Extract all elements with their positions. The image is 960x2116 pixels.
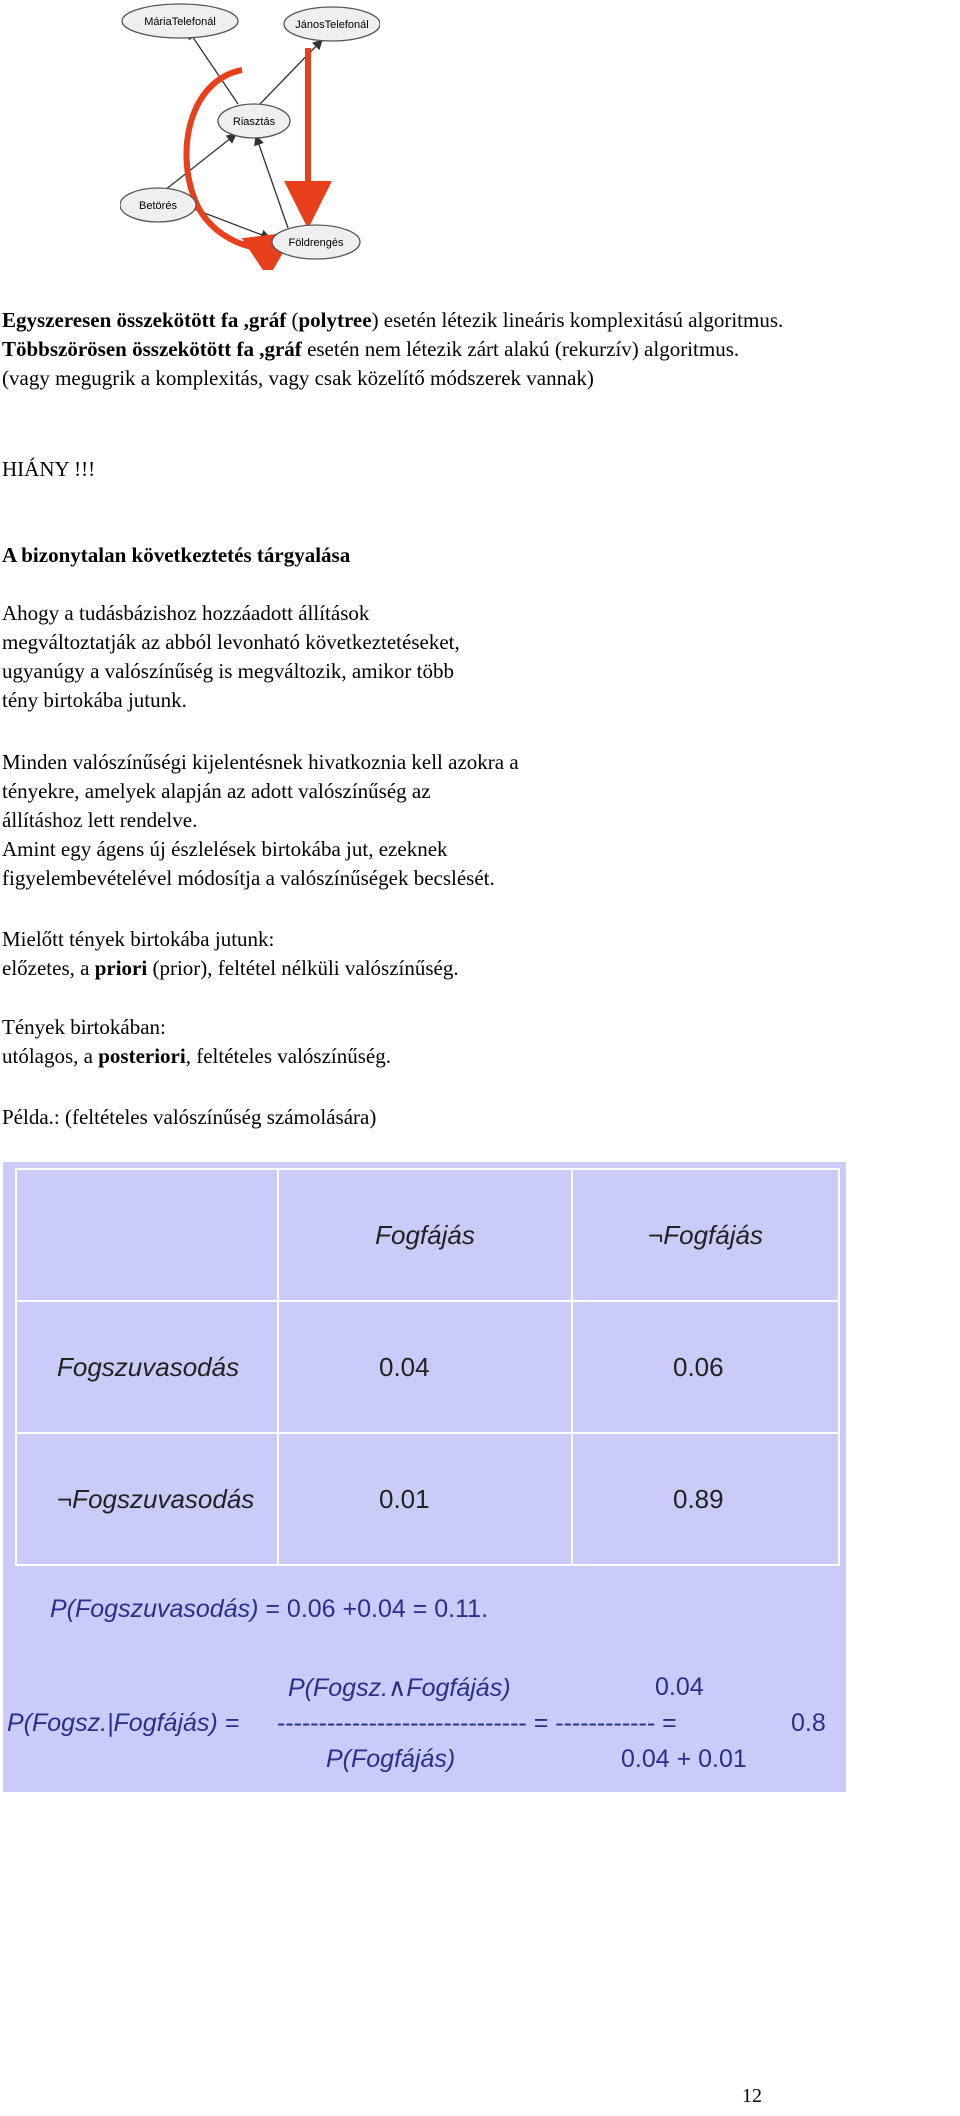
edge-foldrenges-riaszto — [256, 136, 288, 228]
polytree-term: Egyszeresen összekötött fa ,gráf — [2, 308, 287, 332]
posterior-text-a: utólagos, a — [2, 1044, 99, 1068]
svg-text:Betörés: Betörés — [139, 200, 177, 212]
marginal-probability-formula — [50, 1595, 488, 1624]
prior-text-a: előzetes, a — [2, 956, 95, 980]
probability-figure — [3, 1162, 846, 1792]
numerator-left — [288, 1673, 511, 1703]
para2-line: tény birtokába jutunk. — [2, 688, 187, 712]
posterior-term: posteriori — [98, 1044, 186, 1068]
para3-line: tényekre, amelyek alapján az adott valószínűség az — [2, 779, 431, 803]
svg-text:JánosTelefonál: JánosTelefonál — [295, 19, 369, 31]
table-cell: 0.89 — [572, 1433, 839, 1565]
denominator-left — [326, 1745, 455, 1774]
para3-line: állításhoz lett rendelve. — [2, 808, 198, 832]
complexity-note: (vagy megugrik a komplexitás, vagy csak közelítő módszerek vannak) — [2, 366, 594, 390]
page-number: 12 — [742, 2085, 762, 2107]
node-janos — [284, 7, 380, 41]
para3-line: Amint egy ágens új észlelések birtokába jut, ezeknek — [2, 837, 448, 861]
marginal-lhs: P(Fogszuvasodás) — [50, 1595, 259, 1623]
posterior-text-c: , feltételes valószínűség. — [185, 1044, 391, 1068]
multiconnected-text: esetén nem létezik zárt alakú (rekurzív) algoritmus. — [301, 337, 740, 361]
example-label: Példa.: (feltételes valószínűség számolására) — [2, 1105, 377, 1129]
polytree-text-b: ) esetén létezik lineáris komplexitású algoritmus. — [371, 308, 784, 332]
node-maria — [122, 4, 238, 38]
missing-marker: HIÁNY !!! — [2, 457, 96, 481]
para3-line: figyelembevételével módosítja a valószínűségek becslését. — [2, 866, 495, 890]
table-cell: 0.01 — [278, 1433, 572, 1565]
para2-line: Ahogy a tudásbázishoz hozzáadott állítások — [2, 601, 370, 625]
conditional-lhs — [7, 1709, 239, 1738]
conditional-lhs-text: P(Fogsz.|Fogfájás) = — [7, 1709, 240, 1737]
para3-line: Minden valószínűségi kijelentésnek hivatkoznia kell azokra a — [2, 750, 519, 774]
denominator-left-text: P(Fogfájás) — [326, 1745, 456, 1773]
node-betores — [120, 188, 196, 222]
svg-text:Földrengés: Földrengés — [288, 237, 344, 249]
red-curved-arrow — [186, 70, 275, 248]
marginal-rhs: = 0.06 +0.04 = 0.11. — [258, 1595, 489, 1623]
para2-line: megváltoztatják az abból levonható következtetéseket, — [2, 630, 460, 654]
svg-text:Riasztás: Riasztás — [232, 116, 276, 128]
node-riaszto — [218, 104, 290, 138]
fraction-bars: ------------------------------ = ------------ = — [277, 1709, 677, 1737]
posterior-definition — [2, 1042, 391, 1072]
edge-riaszto-janos — [260, 40, 322, 104]
denominator-right: 0.04 + 0.01 — [621, 1745, 747, 1773]
svg-text:MáriaTelefonál: MáriaTelefonál — [144, 16, 216, 28]
table-corner-cell — [16, 1169, 278, 1301]
column-header-not-fogfajas: ¬Fogfájás — [572, 1169, 839, 1301]
node-foldrenges — [272, 225, 360, 259]
polytree-line — [2, 306, 783, 336]
column-header-fogfajas: Fogfájás — [278, 1169, 572, 1301]
posterior-heading: Tények birtokában: — [2, 1015, 166, 1039]
row-header-fogszuvasodas: Fogszuvasodás — [16, 1301, 278, 1433]
prior-heading: Mielőtt tények birtokába jutunk: — [2, 927, 275, 951]
edge-riaszto-maria — [188, 30, 238, 104]
section-heading: A bizonytalan következtetés tárgyalása — [2, 543, 351, 567]
conditional-result: 0.8 — [791, 1709, 826, 1737]
prior-text-c: (prior), feltétel nélküli valószínűség. — [147, 956, 459, 980]
polytree-text-a: ( — [286, 308, 299, 332]
numerator-right: 0.04 — [655, 1673, 704, 1701]
multiconnected-term: Többszörösen összekötött fa ,gráf — [2, 337, 302, 361]
prior-definition — [2, 954, 459, 984]
para2-line: ugyanúgy a valószínűség is megváltozik, amikor több — [2, 659, 454, 683]
polytree-keyword: polytree — [298, 308, 372, 332]
edge-betores-riaszto — [160, 134, 236, 194]
bayes-network-diagram — [120, 0, 380, 270]
prior-term: priori — [94, 956, 148, 980]
joint-probability-table — [15, 1168, 840, 1566]
row-header-not-fogszuvasodas: ¬Fogszuvasodás — [16, 1433, 278, 1565]
numerator-left-text: P(Fogsz.∧Fogfájás) — [288, 1674, 511, 1702]
multiconnected-line — [2, 335, 739, 365]
table-cell: 0.04 — [278, 1301, 572, 1433]
table-cell: 0.06 — [572, 1301, 839, 1433]
